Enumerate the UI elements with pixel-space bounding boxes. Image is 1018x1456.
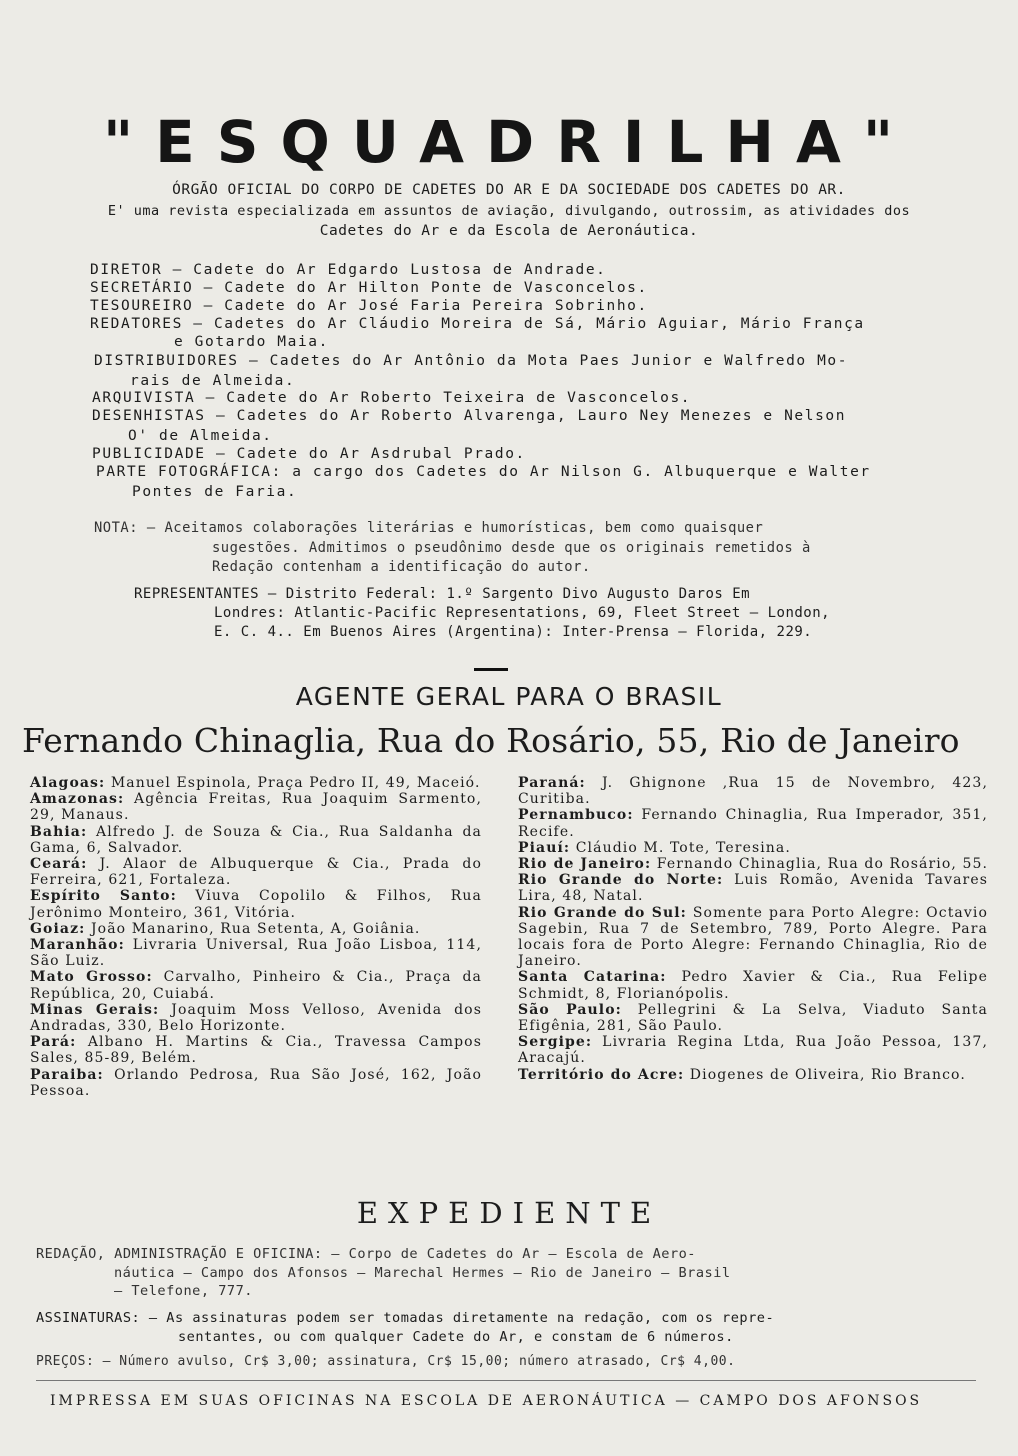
agent-state: Santa Catarina:: [518, 969, 667, 986]
agent-entry: [518, 1002, 988, 1034]
staff-fotografica: PARTE FOTOGRÁFICA: a cargo dos Cadetes do Ar Nilson G. Albuquerque e Walter: [96, 464, 871, 480]
agent-state: Alagoas:: [30, 775, 106, 791]
agent-entry: [30, 856, 482, 888]
agent-state: Rio Grande do Sul:: [518, 904, 687, 921]
agent-details: Manuel Espinola, Praça Pedro II, 49, Maceió.: [105, 775, 481, 791]
agent-details: Carvalho, Pinheiro & Cia., Praça da República, 20, Cuiabá.: [30, 969, 482, 1002]
staff-diretor: DIRETOR — Cadete do Ar Edgardo Lustosa de Andrade.: [90, 262, 607, 278]
agent-state: Sergipe:: [518, 1034, 593, 1051]
nota-line-2: sugestões. Admitimos o pseudônimo desde que os originais remetidos à: [212, 540, 811, 556]
masthead-title: "ESQUADRILHA": [102, 108, 916, 176]
redacao-line-3: — Telefone, 777.: [114, 1283, 253, 1299]
agent-details: Livraria Regina Ltda, Rua João Pessoa, 137, Aracajú.: [518, 1034, 988, 1067]
agent-entry: [518, 872, 988, 904]
staff-desenhistas-cont: O' de Almeida.: [128, 428, 273, 444]
agent-entry: [30, 791, 482, 823]
agent-entry: [30, 969, 482, 1001]
nota-line-1: NOTA: — Aceitamos colaborações literárias e humorísticas, bem como quaisquer: [94, 520, 764, 536]
agent-details: Alfredo J. de Souza & Cia., Rua Saldanha da Gama, 6, Salvador.: [30, 823, 482, 856]
agent-entry: [30, 1002, 482, 1034]
staff-tesoureiro: TESOUREIRO — Cadete do Ar José Faria Pereira Sobrinho.: [90, 298, 648, 314]
agent-entry: [30, 937, 482, 969]
agent-state: Piauí:: [518, 839, 571, 856]
agent-state: Paraná:: [518, 775, 586, 791]
agent-state: Ceará:: [30, 856, 88, 873]
staff-redatores: REDATORES — Cadetes do Ar Cláudio Moreira de Sá, Mário Aguiar, Mário França: [90, 316, 865, 332]
staff-fotografica-cont: Pontes de Faria.: [132, 484, 298, 500]
agent-details: Agência Freitas, Rua Joaquim Sarmento, 29, Manaus.: [30, 791, 482, 824]
agents-right-column: [518, 775, 988, 1083]
staff-desenhistas: DESENHISTAS — Cadetes do Ar Roberto Alvarenga, Lauro Ney Menezes e Nelson: [92, 408, 847, 424]
agent-details: Pellegrini & La Selva, Viaduto Santa Efigênia, 281, São Paulo.: [518, 1001, 988, 1035]
divider-dash: [474, 668, 508, 671]
agent-entry: [30, 888, 482, 920]
redacao-line-2: náutica — Campo dos Afonsos — Marechal Hermes — Rio de Janeiro — Brasil: [114, 1265, 731, 1281]
agent-details: Fernando Chinaglia, Rua do Rosário, 55.: [651, 856, 989, 873]
agent-state: Espírito Santo:: [30, 888, 177, 905]
agent-details: J. Ghignone ,Rua 15 de Novembro, 423, Curitiba.: [518, 775, 988, 808]
representantes-line-3: E. C. 4.. Em Buenos Aires (Argentina): Inter-Prensa — Florida, 229.: [214, 624, 813, 640]
agent-details: Cláudio M. Tote, Teresina.: [570, 839, 791, 856]
agent-entry: [30, 1067, 482, 1099]
agent-state: Amazonas:: [30, 791, 125, 808]
agent-details: Viuva Copolilo & Filhos, Rua Jerônimo Monteiro, 361, Vitória.: [30, 888, 482, 921]
agent-details: João Manarino, Rua Setenta, A, Goiânia.: [85, 920, 421, 937]
staff-publicidade: PUBLICIDADE — Cadete do Ar Asdrubal Prado.: [92, 446, 526, 462]
agent-state: Rio Grande do Norte:: [518, 872, 724, 889]
agent-state: Rio de Janeiro:: [518, 856, 652, 873]
representantes-line-1: REPRESENTANTES — Distrito Federal: 1.º Sargento Divo Augusto Daros Em: [134, 586, 751, 602]
agent-state: Minas Gerais:: [30, 1001, 160, 1018]
agent-state: Bahia:: [30, 823, 88, 840]
agent-state: Pernambuco:: [518, 807, 634, 824]
agent-state: Território do Acre:: [518, 1066, 685, 1083]
agent-entry: [518, 775, 988, 807]
agent-state: Mato Grosso:: [30, 969, 153, 986]
agents-left-column: [30, 775, 482, 1099]
agent-details: Joaquim Moss Velloso, Avenida dos Andradas, 330, Belo Horizonte.: [30, 1001, 482, 1035]
agent-name: Fernando Chinaglia, Rua do Rosário, 55, Rio de Janeiro: [22, 721, 960, 760]
staff-distribuidores: DISTRIBUIDORES — Cadetes do Ar Antônio da Mota Paes Junior e Walfredo Mo-: [94, 353, 849, 369]
assinaturas-line-2: sentantes, ou com qualquer Cadete do Ar, e constam de 6 números.: [178, 1329, 734, 1345]
agent-entry: [518, 856, 988, 872]
agent-state: São Paulo:: [518, 1001, 622, 1018]
staff-secretario: SECRETÁRIO — Cadete do Ar Hilton Ponte de Vasconcelos.: [90, 280, 648, 296]
agent-entry: [30, 1034, 482, 1066]
agent-entry: [518, 969, 988, 1001]
redacao-line-1: REDAÇÃO, ADMINISTRAÇÃO E OFICINA: — Corpo de Cadetes do Ar — Escola de Aero-: [36, 1246, 696, 1262]
intro-line-3: Cadetes do Ar e da Escola de Aeronáutica.: [319, 223, 699, 239]
expediente-title: EXPEDIENTE: [356, 1196, 662, 1230]
agent-details: Pedro Xavier & Cia., Rua Felipe Schmidt, 8, Florianópolis.: [518, 969, 989, 1002]
agent-entry: [518, 905, 988, 970]
agent-state: Maranhão:: [30, 937, 125, 954]
assinaturas-line-1: ASSINATURAS: — As assinaturas podem ser tomadas diretamente na redação, com os repre-: [36, 1310, 775, 1326]
imprint-rule: [36, 1380, 976, 1381]
staff-arquivista: ARQUIVISTA — Cadete do Ar Roberto Teixeira de Vasconcelos.: [92, 390, 692, 406]
agent-details: Livraria Universal, Rua João Lisboa, 114, São Luiz.: [30, 937, 482, 970]
agent-state: Paraiba:: [30, 1066, 104, 1083]
nota-line-3: Redação contenham a identificação do autor.: [212, 559, 591, 575]
agent-details: Albano H. Martins & Cia., Travessa Campos Sales, 85-89, Belém.: [30, 1034, 482, 1067]
agent-entry: [30, 921, 482, 937]
agent-details: Orlando Pedrosa, Rua São José, 162, João Pessoa.: [30, 1066, 482, 1099]
staff-distribuidores-cont: rais de Almeida.: [130, 373, 296, 389]
agent-details: Fernando Chinaglia, Rua Imperador, 351, Recife.: [518, 807, 988, 840]
agent-details: Diogenes de Oliveira, Rio Branco.: [684, 1066, 966, 1083]
agent-title: AGENTE GERAL PARA O BRASIL: [295, 682, 723, 711]
agent-details: Somente para Porto Alegre: Octavio Sagebin, Rua 7 de Setembro, 789, Porto Alegre. Para locais fora de Porto Alegre: Fernando Chinaglia, Rio de Janeiro.: [518, 904, 988, 970]
intro-line-2: E' uma revista especializada em assuntos de aviação, divulgando, outrossim, as atividades dos: [107, 203, 911, 219]
agent-details: J. Alaor de Albuquerque & Cia., Prada do Ferreira, 621, Fortaleza.: [30, 856, 482, 889]
agent-entry: [518, 1034, 988, 1066]
agent-entry: [30, 824, 482, 856]
agent-state: Pará:: [30, 1034, 77, 1051]
agent-entry: [518, 1067, 988, 1083]
agent-state: Goiaz:: [30, 920, 86, 937]
intro-line-1: ÓRGÃO OFICIAL DO CORPO DE CADETES DO AR E DA SOCIEDADE DOS CADETES DO AR.: [172, 182, 846, 198]
precos-line: PREÇOS: — Número avulso, Cr$ 3,00; assinatura, Cr$ 15,00; número atrasado, Cr$ 4,00.: [36, 1354, 736, 1369]
agent-entry: [518, 840, 988, 856]
agent-details: Luis Romão, Avenida Tavares Lira, 48, Natal.: [518, 872, 989, 905]
staff-redatores-cont: e Gotardo Maia.: [174, 334, 329, 350]
agent-entry: [30, 775, 482, 791]
imprint-line: IMPRESSA EM SUAS OFICINAS NA ESCOLA DE AERONÁUTICA — CAMPO DOS AFONSOS: [50, 1393, 923, 1409]
agent-entry: [518, 807, 988, 839]
representantes-line-2: Londres: Atlantic-Pacific Representations, 69, Fleet Street — London,: [214, 605, 831, 621]
